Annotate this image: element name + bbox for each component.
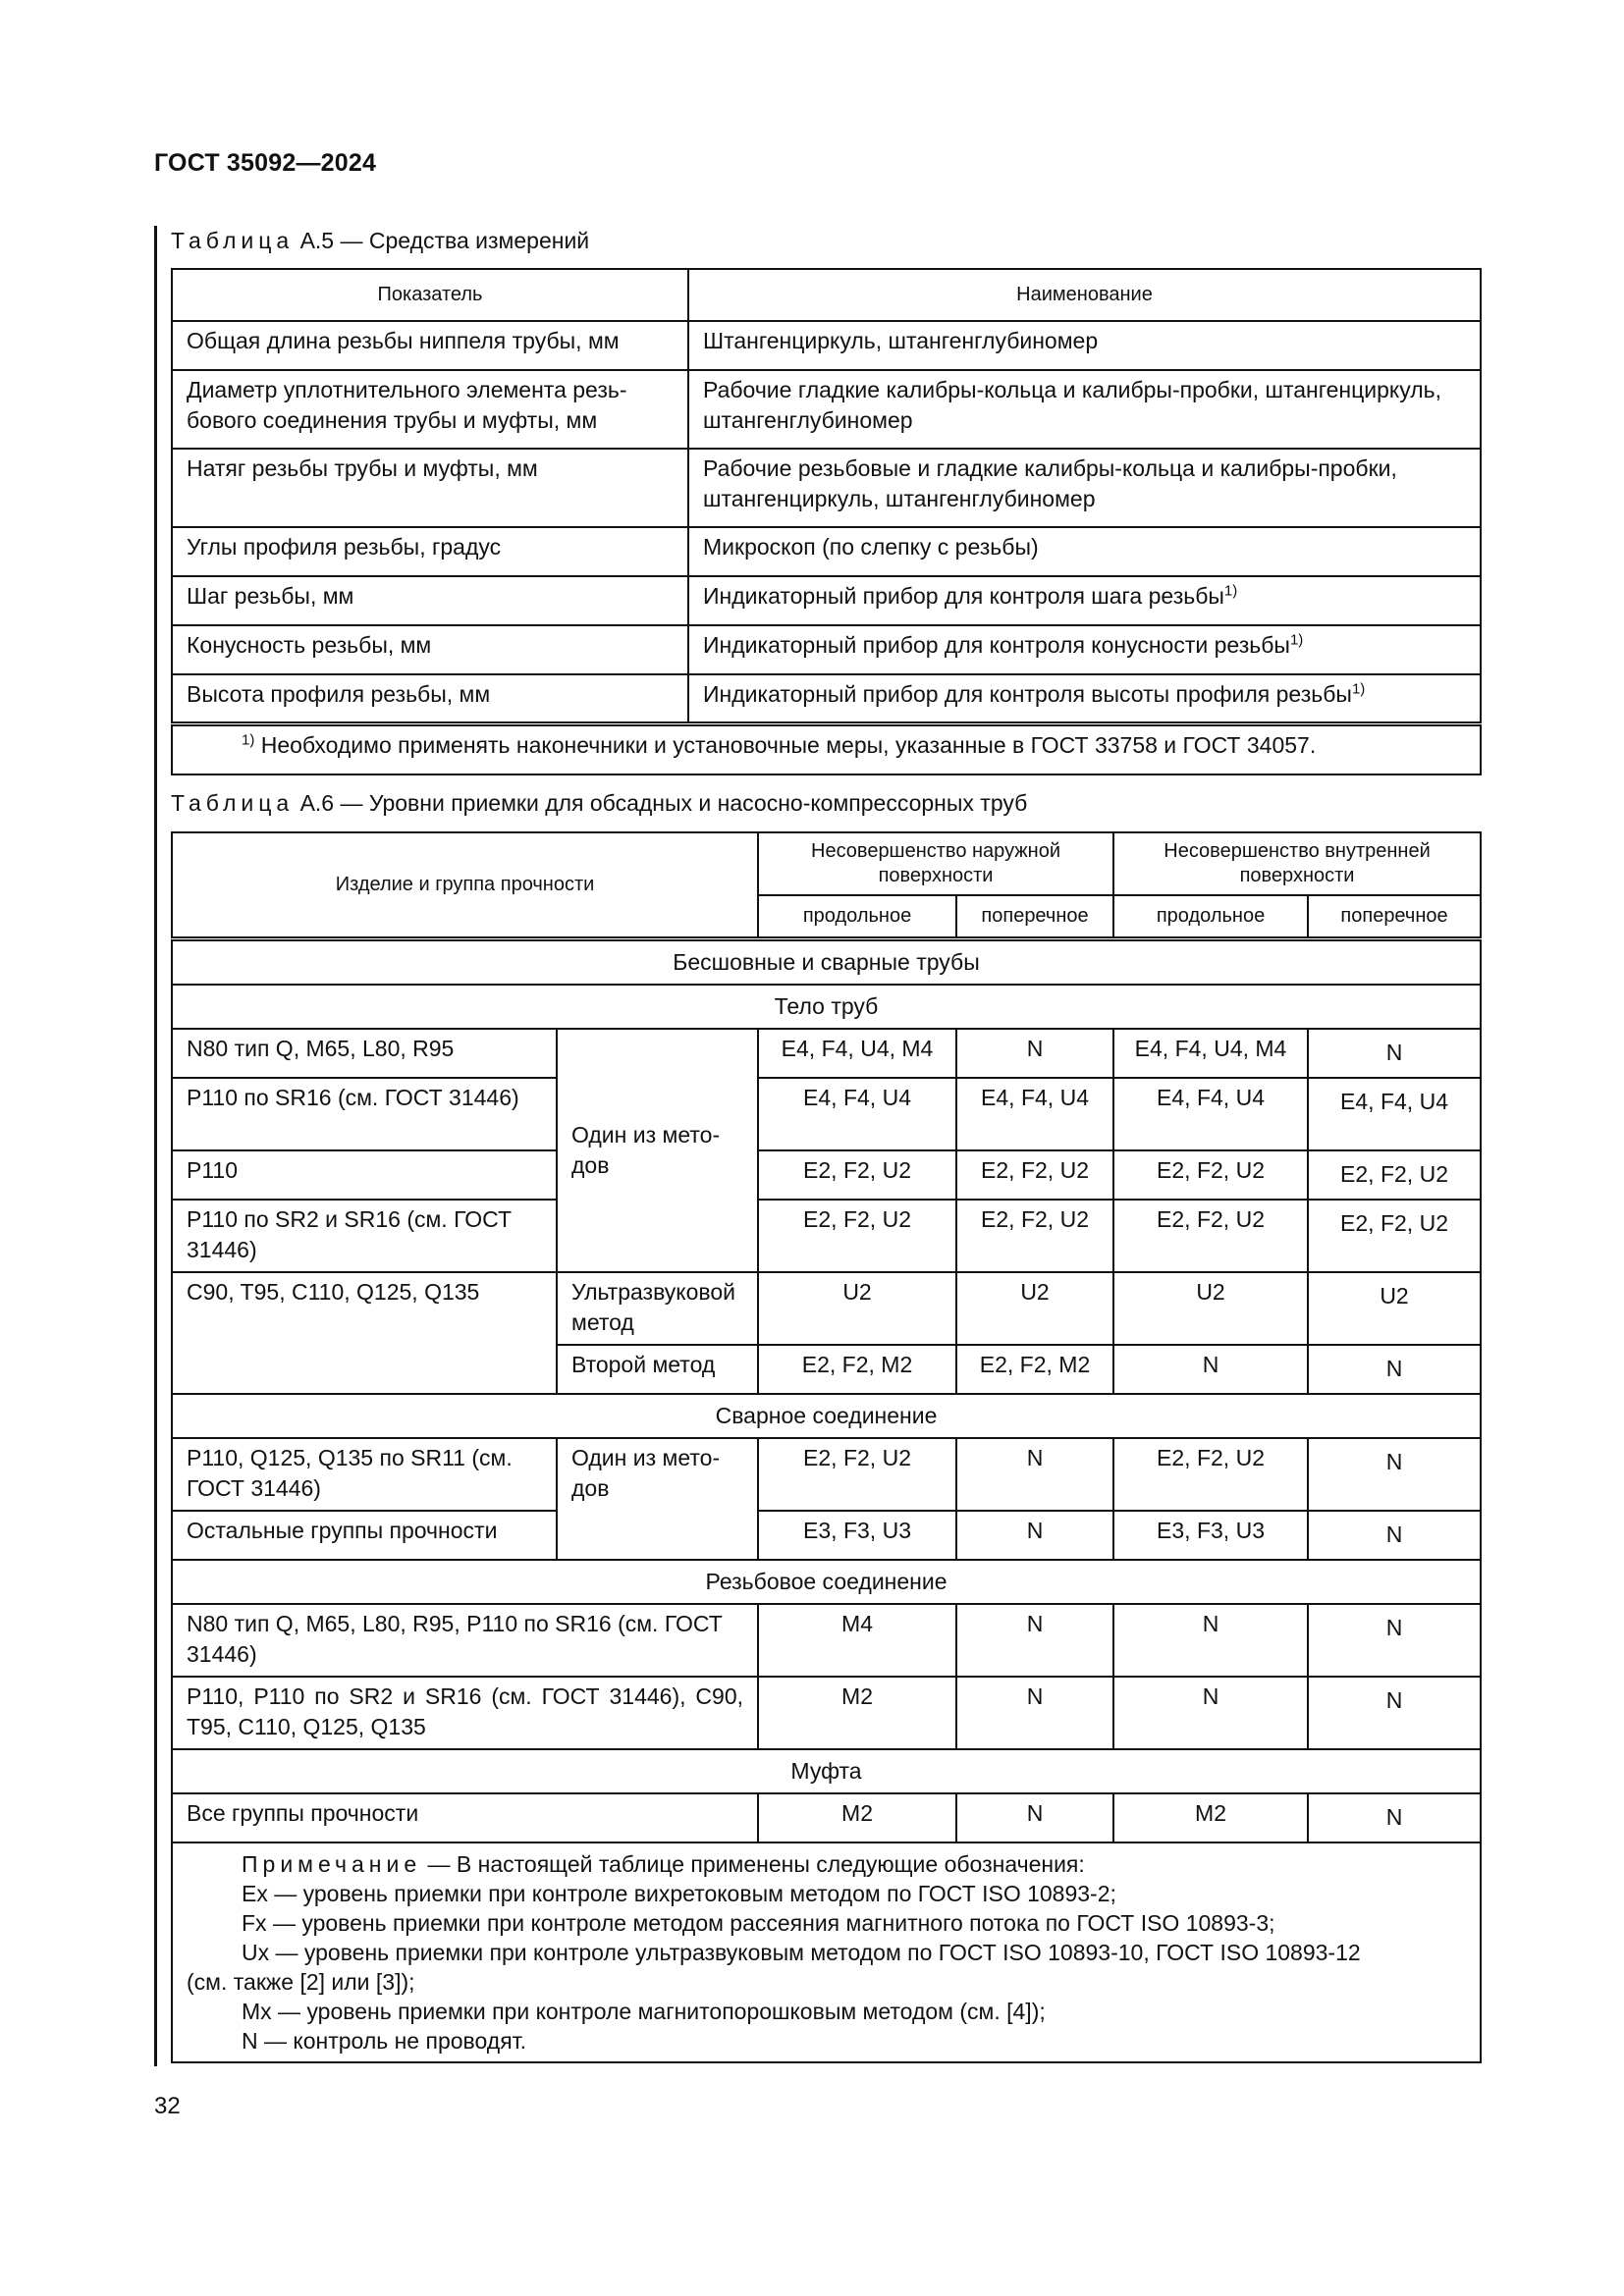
cell-value: E2, F2, U2 — [956, 1150, 1113, 1200]
cell-value: N — [1113, 1345, 1308, 1394]
cell-value: M2 — [758, 1677, 956, 1749]
col-header-inner: Несовершенство внутренней поверхности — [1113, 832, 1481, 895]
cell-value: E4, F4, U4 — [1308, 1078, 1481, 1150]
note-line: Mx — уровень приемки при контроле магнитопорошковым методом (см. [4]); — [242, 1998, 1046, 2024]
cell-product: P110 — [172, 1150, 557, 1200]
note-line: N — контроль не проводят. — [242, 2027, 527, 2054]
cell-method: Ультразвуковой метод — [557, 1272, 758, 1345]
cell-value: N — [956, 1793, 1113, 1842]
footnote — [172, 723, 1481, 774]
cell-product: Все группы прочности — [172, 1793, 758, 1842]
table-row — [172, 1200, 1481, 1272]
cell-value: E2, F2, M2 — [956, 1345, 1113, 1394]
cell-instrument: Штангенциркуль, штангенглубиномер — [688, 321, 1481, 370]
note-line: Fx — уровень приемки при контроле методом рассеяния магнитного потока по ГОСТ ISO 10893-3; — [242, 1909, 1275, 1936]
cell-method: Один из методов — [557, 1029, 758, 1272]
cell-value: E4, F4, U4, M4 — [758, 1029, 956, 1078]
table-row — [172, 321, 1481, 370]
section-seamless: Бесшовные и сварные трубы — [172, 938, 1481, 985]
note-line: Ex — уровень приемки при контроле вихретоковым методом по ГОСТ ISO 10893-2; — [242, 1880, 1116, 1906]
cell-value: N — [1308, 1677, 1481, 1749]
cell-value: N — [956, 1438, 1113, 1511]
cell-value: E4, F4, U4 — [1113, 1078, 1308, 1150]
cell-product: P110 по SR16 (см. ГОСТ 31446) — [172, 1078, 557, 1150]
cell-value: E2, F2, U2 — [758, 1438, 956, 1511]
cell-parameter: Углы профиля резьбы, градус — [172, 527, 688, 576]
note-line: Ux — уровень приемки при контроле ультразвуковым методом по ГОСТ ISO 10893-10, ГОСТ ISO 10893-12 — [242, 1939, 1361, 1965]
table-row — [172, 1793, 1481, 1842]
cell-value: N — [1308, 1345, 1481, 1394]
cell-value: E2, F2, U2 — [956, 1200, 1113, 1272]
table-row — [172, 1604, 1481, 1677]
cell-value: U2 — [956, 1272, 1113, 1345]
cell-value: E2, F2, U2 — [1113, 1150, 1308, 1200]
cell-parameter: Общая длина резьбы ниппеля трубы, мм — [172, 321, 688, 370]
table-row — [172, 370, 1481, 449]
table-a5-header-row — [172, 269, 1481, 321]
cell-value: E2, F2, U2 — [1113, 1438, 1308, 1511]
cell-product: C90, T95, C110, Q125, Q135 — [172, 1272, 557, 1394]
cell-value: E2, F2, U2 — [758, 1150, 956, 1200]
table-a5 — [171, 268, 1482, 775]
cell-value: M4 — [758, 1604, 956, 1677]
col-header-outer: Несовершенство наружной поверхности — [758, 832, 1113, 895]
cell-value: N — [1113, 1604, 1308, 1677]
cell-value: N — [956, 1029, 1113, 1078]
cell-value: E2, F2, U2 — [1308, 1150, 1481, 1200]
table-a5-caption — [171, 228, 589, 254]
cell-value: N — [1308, 1511, 1481, 1560]
caption-text: А.6 — Уровни приемки для обсадных и насосно-компрессорных труб — [294, 790, 1028, 816]
table-row — [172, 625, 1481, 674]
table-a6-note-row — [172, 1842, 1481, 2062]
cell-method: Второй метод — [557, 1345, 758, 1394]
section-row — [172, 1560, 1481, 1604]
cell-instrument: Рабочие гладкие калибры-кольца и калибры-пробки, штангенциркуль, штангенглубиномер — [688, 370, 1481, 449]
note-line: (см. также [2] или [3]); — [187, 1968, 415, 1995]
page-number: 32 — [154, 2093, 181, 2119]
footnote-text: Необходимо применять наконечники и установочные меры, указанные в ГОСТ 33758 и ГОСТ 34057. — [254, 731, 1317, 758]
cell-value: E3, F3, U3 — [1113, 1511, 1308, 1560]
cell-instrument: Индикаторный прибор для контроля шага резьбы$^{1)}$ — [688, 576, 1481, 625]
cell-parameter: Шаг резьбы, мм — [172, 576, 688, 625]
table-row — [172, 576, 1481, 625]
note-intro: — В настоящей таблице применены следующие обозначения: — [421, 1850, 1085, 1877]
cell-parameter: Натяг резьбы трубы и муфты, мм — [172, 449, 688, 527]
col-header-inner-transverse: поперечное — [1308, 895, 1481, 938]
col-header-product: Изделие и группа прочности — [172, 832, 758, 938]
table-row — [172, 449, 1481, 527]
footnote-ref: 1) — [1289, 631, 1304, 649]
table-row — [172, 1150, 1481, 1200]
cell-value: N — [1308, 1604, 1481, 1677]
cell-product: P110, P110 по SR2 и SR16 (см. ГОСТ 31446), C90, T95, C110, Q125, Q135 — [172, 1677, 758, 1749]
cell-value: E3, F3, U3 — [758, 1511, 956, 1560]
cell-parameter: Конусность резьбы, мм — [172, 625, 688, 674]
section-weld: Сварное соединение — [172, 1394, 1481, 1438]
cell-parameter: Высота профиля резьбы, мм — [172, 674, 688, 723]
col-header-name: Наименование — [688, 269, 1481, 321]
table-row — [172, 527, 1481, 576]
cell-product: Остальные группы прочности — [172, 1511, 557, 1560]
table-a5-footnote-row — [172, 723, 1481, 774]
cell-product: N80 тип Q, M65, L80, R95, P110 по SR16 (см. ГОСТ 31446) — [172, 1604, 758, 1677]
cell-value: E4, F4, U4, M4 — [1113, 1029, 1308, 1078]
cell-product: N80 тип Q, M65, L80, R95 — [172, 1029, 557, 1078]
cell-value: U2 — [1113, 1272, 1308, 1345]
cell-value: U2 — [758, 1272, 956, 1345]
table-row — [172, 1078, 1481, 1150]
section-coupling: Муфта — [172, 1749, 1481, 1793]
table-a6-header-row — [172, 832, 1481, 895]
caption-word: Таблица — [171, 790, 295, 816]
cell-value: U2 — [1308, 1272, 1481, 1345]
section-row — [172, 985, 1481, 1029]
cell-value: N — [956, 1511, 1113, 1560]
cell-value: E4, F4, U4 — [758, 1078, 956, 1150]
table-row — [172, 1677, 1481, 1749]
note-label: Примечание — [242, 1850, 422, 1877]
table-a6 — [171, 831, 1482, 2063]
section-row — [172, 938, 1481, 985]
cell-value: N — [1308, 1793, 1481, 1842]
section-thread: Резьбовое соединение — [172, 1560, 1481, 1604]
cell-value: N — [956, 1677, 1113, 1749]
caption-word: Таблица — [171, 228, 295, 253]
table-row — [172, 1438, 1481, 1511]
cell-product: P110 по SR2 и SR16 (см. ГОСТ 31446) — [172, 1200, 557, 1272]
cell-instrument: Рабочие резьбовые и гладкие калибры-кольца и калибры-пробки, штангенциркуль, штангенглубиномер — [688, 449, 1481, 527]
cell-value: N — [1113, 1677, 1308, 1749]
caption-text: А.5 — Средства измерений — [294, 228, 590, 253]
cell-value: M2 — [758, 1793, 956, 1842]
col-header-inner-longitudinal: продольное — [1113, 895, 1308, 938]
cell-value: N — [1308, 1438, 1481, 1511]
section-row — [172, 1749, 1481, 1793]
col-header-outer-longitudinal: продольное — [758, 895, 956, 938]
cell-instrument: Индикаторный прибор для контроля высоты профиля резьбы$^{1)}$ — [688, 674, 1481, 723]
cell-parameter: Диаметр уплотнительного элемента резьбового соединения трубы и муфты, мм — [172, 370, 688, 449]
cell-product: P110, Q125, Q135 по SR11 (см. ГОСТ 31446) — [172, 1438, 557, 1511]
col-header-outer-transverse: поперечное — [956, 895, 1113, 938]
cell-value: N — [1308, 1029, 1481, 1078]
section-body: Тело труб — [172, 985, 1481, 1029]
section-row — [172, 1394, 1481, 1438]
cell-value: M2 — [1113, 1793, 1308, 1842]
change-bar — [154, 226, 157, 2066]
table-note — [172, 1842, 1481, 2062]
cell-value: N — [956, 1604, 1113, 1677]
table-row — [172, 674, 1481, 723]
document-header: ГОСТ 35092—2024 — [154, 149, 377, 177]
cell-value: E4, F4, U4 — [956, 1078, 1113, 1150]
table-row — [172, 1029, 1481, 1078]
cell-value: E2, F2, U2 — [1308, 1200, 1481, 1272]
table-row — [172, 1272, 1481, 1345]
footnote-ref: 1) — [1223, 582, 1238, 600]
cell-instrument: Микроскоп (по слепку с резьбы) — [688, 527, 1481, 576]
table-row — [172, 1511, 1481, 1560]
cell-instrument: Индикаторный прибор для контроля конусности резьбы$^{1)}$ — [688, 625, 1481, 674]
cell-value: E2, F2, M2 — [758, 1345, 956, 1394]
table-a6-caption — [171, 790, 1027, 817]
cell-value: E2, F2, U2 — [758, 1200, 956, 1272]
cell-value: E2, F2, U2 — [1113, 1200, 1308, 1272]
cell-method: Один из методов — [557, 1438, 758, 1560]
footnote-ref: 1) — [1351, 680, 1366, 698]
footnote-mark: 1) — [242, 730, 255, 748]
col-header-parameter: Показатель — [172, 269, 688, 321]
